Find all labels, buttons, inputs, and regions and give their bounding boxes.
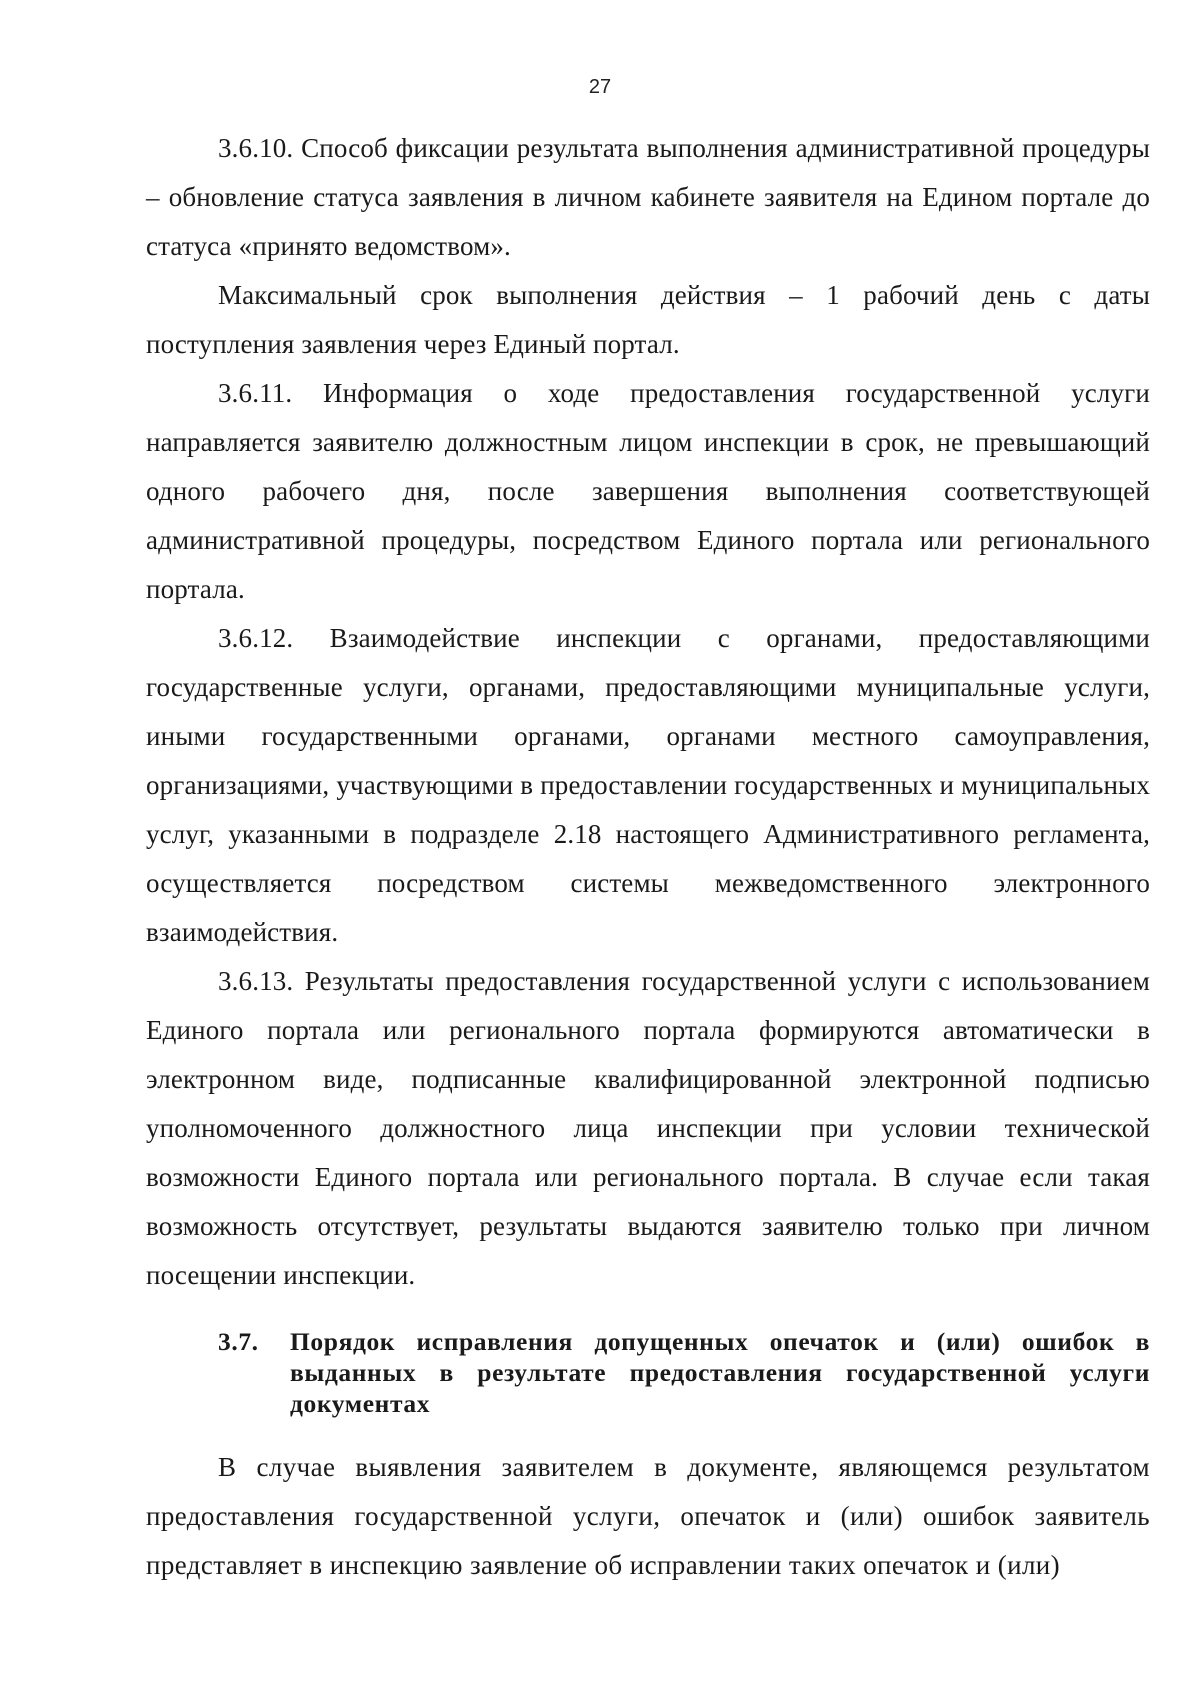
paragraph-3-6-13: 3.6.13. Результаты предоставления государственной услуги с использованием Единого портала или регионального портала формируются автоматически в электронном виде, подписанные квалифицированной электронной подписью уполномоченного должностного лица инспекции при условии технической возможности Единого портала или регионального портала. В случае если такая возможность отсутствует, результаты выдаются заявителю только при личном посещении инспекции. [146,966,1150,1290]
section-heading [146,1326,1150,1419]
section-heading-number: 3.7. [218,1327,259,1356]
paragraph-max-term: Максимальный срок выполнения действия – 1 рабочий день с даты поступления заявления через Единый портал. [146,280,1150,359]
section-heading-text: Порядок исправления допущенных опечаток и (или) ошибок в выданных в результате предоставления государственной услуги документах [290,1327,1150,1418]
paragraph-3-6-12: 3.6.12. Взаимодействие инспекции с органами, предоставляющими государственные услуги, органами, предоставляющими муниципальные услуги, иными государственными органами, органами местного самоуправления, организациями, участвующими в предоставлении государственных и муниципальных услуг, указанными в подразделе 2.18 настоящего Административного регламента, осуществляется посредством системы межведомственного электронного взаимодействия. [146,623,1150,947]
paragraph-3-7-intro: В случае выявления заявителем в документе, являющемся результатом предоставления государственной услуги, опечаток и (или) ошибок заявитель представляет в инспекцию заявление об исправлении таких опечаток и (или) [146,1452,1150,1580]
paragraph-3-6-10: 3.6.10. Способ фиксации результата выполнения административной процедуры – обновление статуса заявления в личном кабинете заявителя на Едином портале до статуса «принято ведомством». [146,133,1150,261]
paragraph-3-6-11: 3.6.11. Информация о ходе предоставления государственной услуги направляется заявителю должностным лицом инспекции в срок, не превышающий одного рабочего дня, после завершения выполнения соответствующей административной процедуры, посредством Единого портала или регионального портала. [146,378,1150,604]
page-number: 27 [588,76,612,98]
document-body [146,124,1150,1590]
